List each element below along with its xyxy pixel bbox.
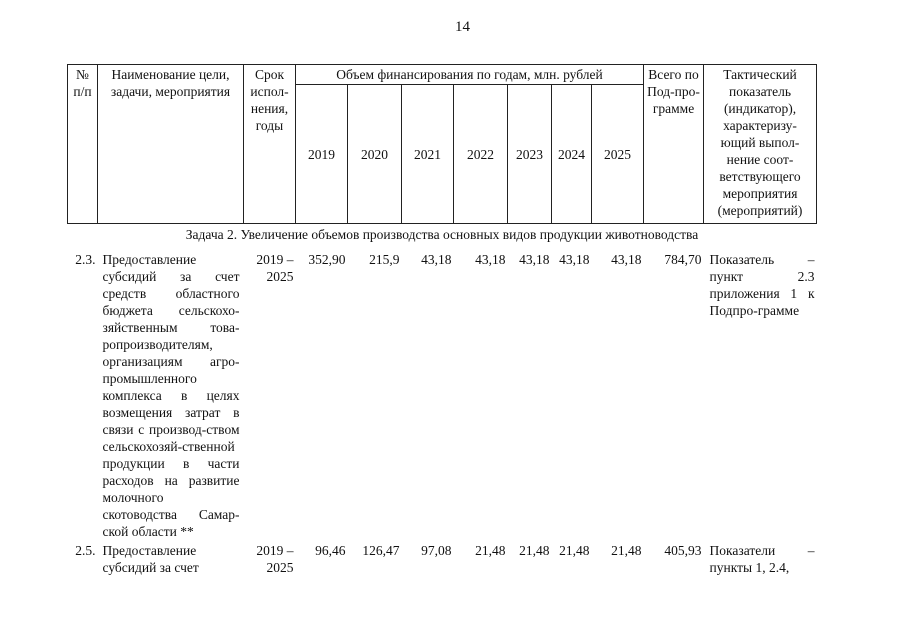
row-value: 43,18 (475, 252, 506, 267)
row-name: Предоставление субсидий за счет средств областного бюджета сельскохо-зяйственным това-ропроизводителям, организациям агро-промышленного комплекса в целях возмещения затрат в связи с производ-ством сельскохозяй-ственной продукции в части расходов на развитие молочного скотоводства Самар-ской области ** (102, 252, 240, 539)
header-term: Срок испол-нения, годы (244, 65, 296, 224)
header-total: Всего по Под-про-грамме (644, 65, 704, 224)
row-value: 96,46 (315, 543, 346, 558)
row-num: 2.3. (75, 252, 96, 267)
task-title: Задача 2. Увеличение объемов производства основных видов продукции животноводства (185, 227, 699, 242)
row-value: 21,48 (559, 543, 590, 558)
row-name: Предоставление субсидий за счет (102, 543, 199, 575)
row-value: 21,48 (611, 543, 642, 558)
row-value: 126,47 (362, 543, 400, 558)
row-indicator: Показатели – пункты 1, 2.4, (709, 543, 815, 575)
row-term: 2019 – 2025 (256, 252, 294, 284)
row-value: 21,48 (519, 543, 550, 558)
header-indicator: Тактический показатель (индикатор), характеризу-ющий выпол-нение соот-ветствующего мероприятия (мероприятий) (704, 65, 817, 224)
program-table-container (67, 64, 816, 576)
header-year: 2025 (592, 85, 644, 224)
row-value: 21,48 (475, 543, 506, 558)
header-year: 2022 (454, 85, 508, 224)
row-indicator: Показатель – пункт 2.3 приложения 1 к Подпро-грамме (709, 252, 815, 318)
table-row (68, 248, 817, 540)
page-number: 14 (455, 19, 470, 35)
row-value: 215,9 (369, 252, 400, 267)
header-year: 2020 (348, 85, 402, 224)
header-year: 2024 (552, 85, 592, 224)
header-name: Наименование цели, задачи, мероприятия (98, 65, 244, 224)
row-value: 43,18 (611, 252, 642, 267)
row-num: 2.5. (75, 543, 96, 558)
row-value: 43,18 (559, 252, 590, 267)
header-year: 2019 (296, 85, 348, 224)
row-total: 784,70 (664, 252, 702, 267)
task-row (68, 224, 817, 249)
row-value: 97,08 (421, 543, 452, 558)
row-term: 2019 – 2025 (256, 543, 294, 575)
table-header (68, 65, 817, 224)
header-year: 2021 (402, 85, 454, 224)
header-financing: Объем финансирования по годам, млн. рублей (296, 65, 644, 85)
header-year: 2023 (508, 85, 552, 224)
row-value: 43,18 (421, 252, 452, 267)
financing-table (67, 64, 817, 576)
row-value: 352,90 (308, 252, 346, 267)
row-total: 405,93 (664, 543, 702, 558)
table-row (68, 540, 817, 576)
row-value: 43,18 (519, 252, 550, 267)
header-num: № п/п (68, 65, 98, 224)
